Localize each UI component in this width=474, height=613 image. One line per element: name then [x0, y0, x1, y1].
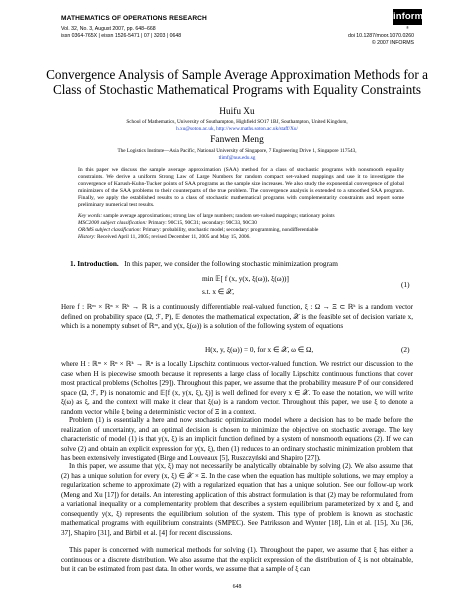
- history-line: [78, 234, 251, 241]
- journal-name: MATHEMATICS OF OPERATIONS RESEARCH: [61, 15, 207, 22]
- section-heading: 1. Introduction.: [70, 259, 119, 268]
- keywords-label: Key words:: [78, 213, 103, 219]
- orms-line: [78, 227, 318, 234]
- orms-label: OR/MS subject classification:: [78, 227, 142, 233]
- equation-2: H(x, y, ξ(ω)) = 0, for x ∈ 𝒳, ω ∈ Ω,: [205, 345, 314, 354]
- section-intro-text: In this paper, we consider the following stochastic minimization program: [124, 259, 338, 268]
- paper-title-line1: Convergence Analysis of Sample Average Approximation Methods for a: [46, 67, 428, 82]
- abstract: In this paper we discuss the sample average approximation (SAA) method for a class of stochastic programs with nonsmooth equality constraints. We derive a uniform Strong Law of Large Numbers for random compact set-valued mappings and use it to investigate the convergence of Karush-Kuhn-Tucker points of SAA programs as the sample size increases. We also study the exponential convergence of global minimizers of the SAA problems to their counterparts of the true problem. The convergence analysis is extended to a smoothed SAA program. Finally, we apply the established results to a class of stochastic mathematical programs with complementarity constraints and report some preliminary numerical test results.: [78, 167, 404, 209]
- author-contact[interactable]: tlimf@nus.edu.sg: [218, 155, 256, 161]
- equation-1-number: (1): [401, 280, 410, 289]
- author-affiliation: The Logistics Institute—Asia Pacific, National University of Singapore, 7 Engineering Drive 1, Singapore 117543,: [117, 148, 357, 154]
- paragraph: where H : ℝᵐ × ℝⁿ × ℝᵏ → ℝⁿ is a locally Lipschitz continuous vector-valued function. We restrict our discussion to the case when H is piecewise smooth because it represents a large class of locally Lipschitz continuous functions that cover most practical problems (Scholtes [29]). Throughout this paper, we assume that the probability measure P of our considered space (Ω, ℱ, P) is nonatomic and 𝔼[f (x, y(x, ξ), ξ)] is well defined for every x ∈ 𝒳. To ease the notation, we will write ξ(ω) as ξ, and the context will make it clear that ξ(ω) is a random vector. Throughout this paper, we use ξ to denote a random vector while ξ being a deterministic vector of Ξ in a context.: [61, 360, 413, 416]
- logo-text: informs: [393, 11, 429, 22]
- paper-title-line2: Class of Stochastic Mathematical Programs with Equality Constraints: [52, 82, 422, 97]
- volume-line: Vol. 32, No. 3, August 2007, pp. 648–668: [61, 26, 156, 32]
- paragraph: In this paper, we assume that y(x, ξ) may not necessarily be analytically obtainable by solving (2). We also assume that (2) has a unique solution for every (x, ξ) ∈ 𝒳 × Ξ. In the case when the equation has multiple solutions, we may employ a regularization scheme to approximate (2) with a regularized equation that has a unique solution. See our follow-up work (Meng and Xu [17]) for details. An interesting application of this abstract formulation is that (2) may be reformulated from a variational inequality or a complementarity problem that describes a system equilibrium parameterized by x and ξ, and consequently y(x, ξ) represents the equilibrium solution of the system. This type of problem is known as stochastic mathematical programs with equilibrium constraints (SMPEC). See Patriksson and Wynter [18], Lin et al. [15], Xu [36, 37], Shapiro [31], and Birbil et al. [4] for recent discussions.: [61, 462, 413, 537]
- author-affiliation: School of Mathematics, University of Southampton, Highfield SO17 1BJ, Southampton, United Kingdom,: [126, 119, 348, 125]
- issn-line: issn 0364-765X | eissn 1526-5471 | 07 | 3203 | 0648: [61, 33, 182, 39]
- section-intro-line: [70, 259, 338, 268]
- author-name: Huifu Xu: [219, 107, 255, 117]
- author-name: Fanwen Meng: [210, 135, 264, 145]
- history-label: History:: [78, 234, 96, 240]
- msc-label: MSC2000 subject classification:: [78, 220, 147, 226]
- paragraph: This paper is concerned with numerical methods for solving (1). Throughout the paper, we assume that ξ has either a continuous or a discrete distribution. We also assume that the explicit expression of the distribution of ξ is not obtainable, but it can be estimated from past data. In other words, we assume that a sample of ξ can: [61, 546, 413, 573]
- msc-line: [78, 220, 257, 227]
- msc-classification: Primary: 90C15, 90C31; secondary: 90C33, 90C30: [148, 220, 257, 226]
- logo-registered-mark: ®: [406, 26, 409, 30]
- paragraph: Here f : ℝᵐ × ℝⁿ × ℝᵏ → ℝ is a continuously differentiable real-valued function, ξ : Ω → Ξ ⊂ ℝᵏ is a random vector defined on probability space (Ω, ℱ, P), 𝔼 denotes the mathematical expectation, 𝒳 is the feasible set of decision variate x, which is a nonempty subset of ℝᵐ, and y(x, ξ(ω)) is a solution of the following system of equations: [61, 303, 413, 330]
- paragraph: Problem (1) is essentially a here and now stochastic optimization model where a decision has to be made before the realization of uncertainty, and an optimal decision is chosen to minimize the objective on stochastic average. The key characteristic of model (1) is that y(x, ξ) is an implicit function defined by a system of nonsmooth equations (2). If we can solve (2) and obtain an explicit expression for y(x, ξ), then (1) reduces to an ordinary stochastic minimization problem that has been extensively investigated (Birge and Louveaux [5], Ruszczyński and Shapiro [27]).: [61, 416, 413, 462]
- keywords: sample average approximations; strong law of large numbers; random set-valued mappings; stationary points: [103, 213, 335, 219]
- keywords-line: [78, 213, 335, 220]
- copyright: © 2007 INFORMS: [371, 40, 414, 46]
- equation-2-number: (2): [401, 345, 410, 354]
- doi[interactable]: doi 10.1287/moor.1070.0260: [347, 33, 414, 39]
- page-number: 648: [232, 584, 242, 590]
- author-contact[interactable]: h.xu@soton.ac.uk, http://www.maths.soton.ac.uk/staff/Xu/: [176, 126, 298, 132]
- orms-classification: Primary: probability, stochastic model; secondary: programming, nondifferentiable: [142, 227, 319, 233]
- equation-1-objective: min 𝔼[ f (x, y(x, ξ(ω)), ξ(ω))]: [202, 274, 289, 283]
- history: Received April 11, 2005; revised December 11, 2005 and May 15, 2006.: [96, 234, 251, 240]
- equation-1-constraint: s.t. x ∈ 𝒳,: [202, 287, 235, 296]
- informs-logo: [393, 9, 429, 25]
